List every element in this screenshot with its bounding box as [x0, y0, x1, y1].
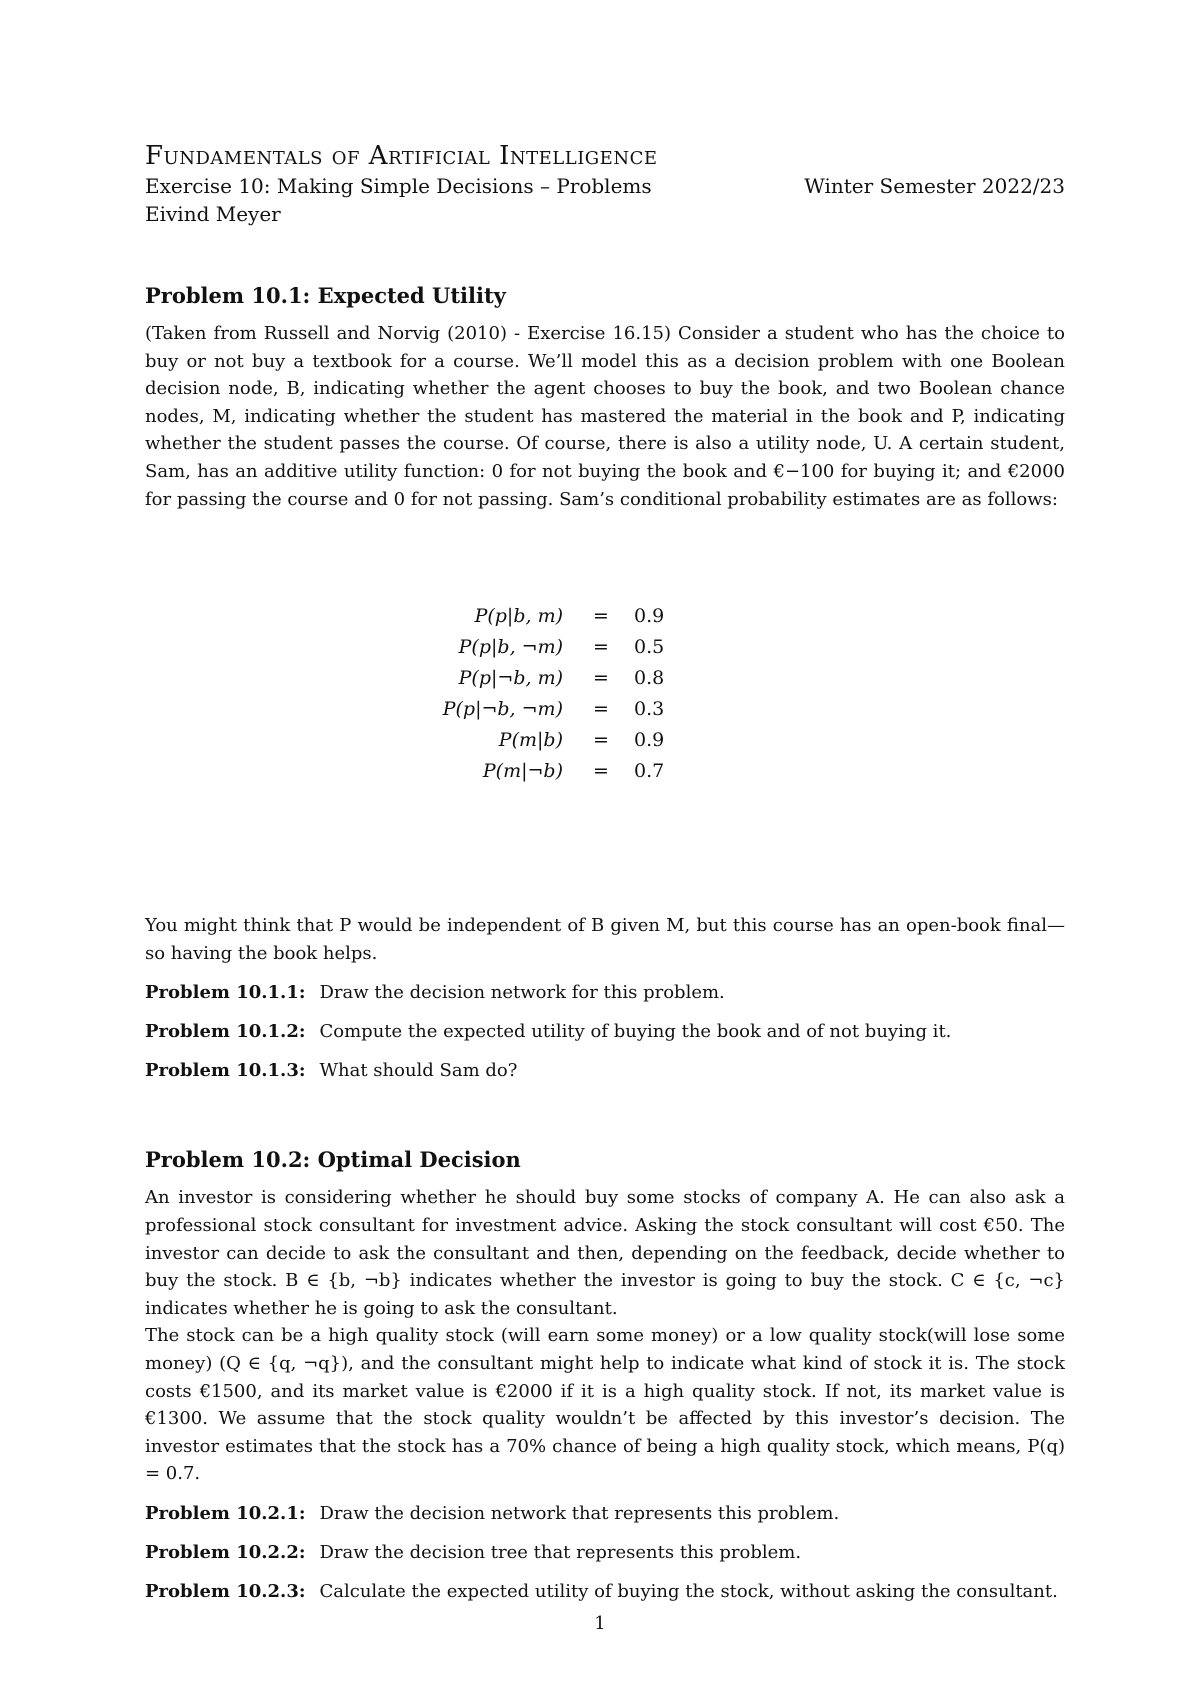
equation-rhs: 0.5 [634, 636, 665, 659]
subproblem [145, 1018, 1065, 1045]
problem-1-heading: Problem 10.1: Expected Utility [145, 283, 506, 308]
equations-block [145, 605, 1065, 870]
subproblem [145, 1057, 1065, 1084]
equation-lhs: P(p|¬b, ¬m) [442, 698, 563, 721]
equation [145, 760, 1065, 793]
document-page [145, 140, 1065, 1605]
subproblem-text: What should Sam do? [319, 1060, 518, 1082]
subproblem-text: Draw the decision network that represents this problem. [319, 1502, 840, 1524]
problem-2-para-2: The stock can be a high quality stock (will earn some money) or a low quality stock(will lose some money) (Q ∈ {q, ¬q}), and the consultant might help to indicate what kind of stock it is. The stock costs €1500, and its market value is €2000 if it is a high quality stock. If not, its market value is €1300. We assume that the stock quality wouldn’t be affected by this investor’s decision. The investor estimates that the stock has a 70% chance of being a high quality stock, which means, P(q) = 0.7. [145, 1325, 1065, 1485]
document-title: Fundamentals of Artificial Intelligence [145, 141, 658, 171]
equation-lhs: P(m|b) [498, 729, 563, 752]
equation-op: = [593, 667, 609, 690]
subproblem [145, 1578, 1065, 1605]
equation-rhs: 0.8 [634, 667, 665, 690]
semester: Winter Semester 2022/23 [804, 174, 1065, 198]
subproblem-text: Draw the decision tree that represents this problem. [319, 1541, 802, 1563]
equation-lhs: P(p|b, ¬m) [458, 636, 563, 659]
subproblem [145, 1500, 1065, 1527]
equation-op: = [593, 698, 609, 721]
subproblem-text: Calculate the expected utility of buying the stock, without asking the consultant. [319, 1580, 1058, 1602]
equation-lhs: P(m|¬b) [482, 760, 563, 783]
subproblem-label: Problem 10.1.1: [145, 982, 306, 1004]
equation-lhs: P(p|¬b, m) [458, 667, 563, 690]
author: Eivind Meyer [145, 202, 281, 226]
header-subrow [145, 172, 1065, 200]
equation-rhs: 0.9 [634, 729, 665, 752]
exercise-title: Exercise 10: Making Simple Decisions – Problems [145, 174, 652, 198]
subproblem-label: Problem 10.2.3: [145, 1580, 306, 1602]
equation-op: = [593, 605, 609, 628]
subproblem-label: Problem 10.2.2: [145, 1541, 306, 1563]
subproblem [145, 979, 1065, 1006]
subproblem [145, 1539, 1065, 1566]
equation-op: = [593, 760, 609, 783]
problem-2-heading: Problem 10.2: Optimal Decision [145, 1147, 521, 1173]
equation [145, 605, 1065, 638]
subproblem-label: Problem 10.1.2: [145, 1021, 306, 1043]
problem-1-intro: (Taken from Russell and Norvig (2010) - Exercise 16.15) Consider a student who has the choice to buy or not buy a textbook for a course. We’ll model this as a decision problem with one Boolean decision node, B, indicating whether the agent chooses to buy the book, and two Boolean chance nodes, M, indicating whether the student has mastered the material in the book and P, indicating whether the student passes the course. Of course, there is also a utility node, U. A certain student, Sam, has an additive utility function: 0 for not buying the book and €−100 for buying it; and €2000 for passing the course and 0 for not passing. Sam’s conditional probability estimates are as follows: [145, 323, 1065, 510]
equation-rhs: 0.3 [634, 698, 665, 721]
page-number: 1 [594, 1613, 606, 1634]
equation [145, 636, 1065, 669]
equation [145, 667, 1065, 700]
equation-rhs: 0.9 [634, 605, 665, 628]
equation-op: = [593, 729, 609, 752]
equation-lhs: P(p|b, m) [474, 605, 563, 628]
subproblem-text: Draw the decision network for this problem. [319, 982, 725, 1004]
problem-1-note: You might think that P would be independent of B given M, but this course has an open-book final—so having the book helps. [145, 915, 1065, 964]
equation-rhs: 0.7 [634, 760, 665, 783]
subproblem-label: Problem 10.2.1: [145, 1502, 306, 1524]
equation-op: = [593, 636, 609, 659]
equation [145, 729, 1065, 762]
subproblem-label: Problem 10.1.3: [145, 1060, 306, 1082]
subproblem-text: Compute the expected utility of buying the book and of not buying it. [319, 1021, 952, 1043]
equation [145, 698, 1065, 731]
problem-2-para-1: An investor is considering whether he should buy some stocks of company A. He can also ask a professional stock consultant for investment advice. Asking the stock consultant will cost €50. The investor can decide to ask the consultant and then, depending on the feedback, decide whether to buy the stock. B ∈ {b, ¬b} indicates whether the investor is going to buy the stock. C ∈ {c, ¬c} indicates whether he is going to ask the consultant. [145, 1187, 1065, 1319]
